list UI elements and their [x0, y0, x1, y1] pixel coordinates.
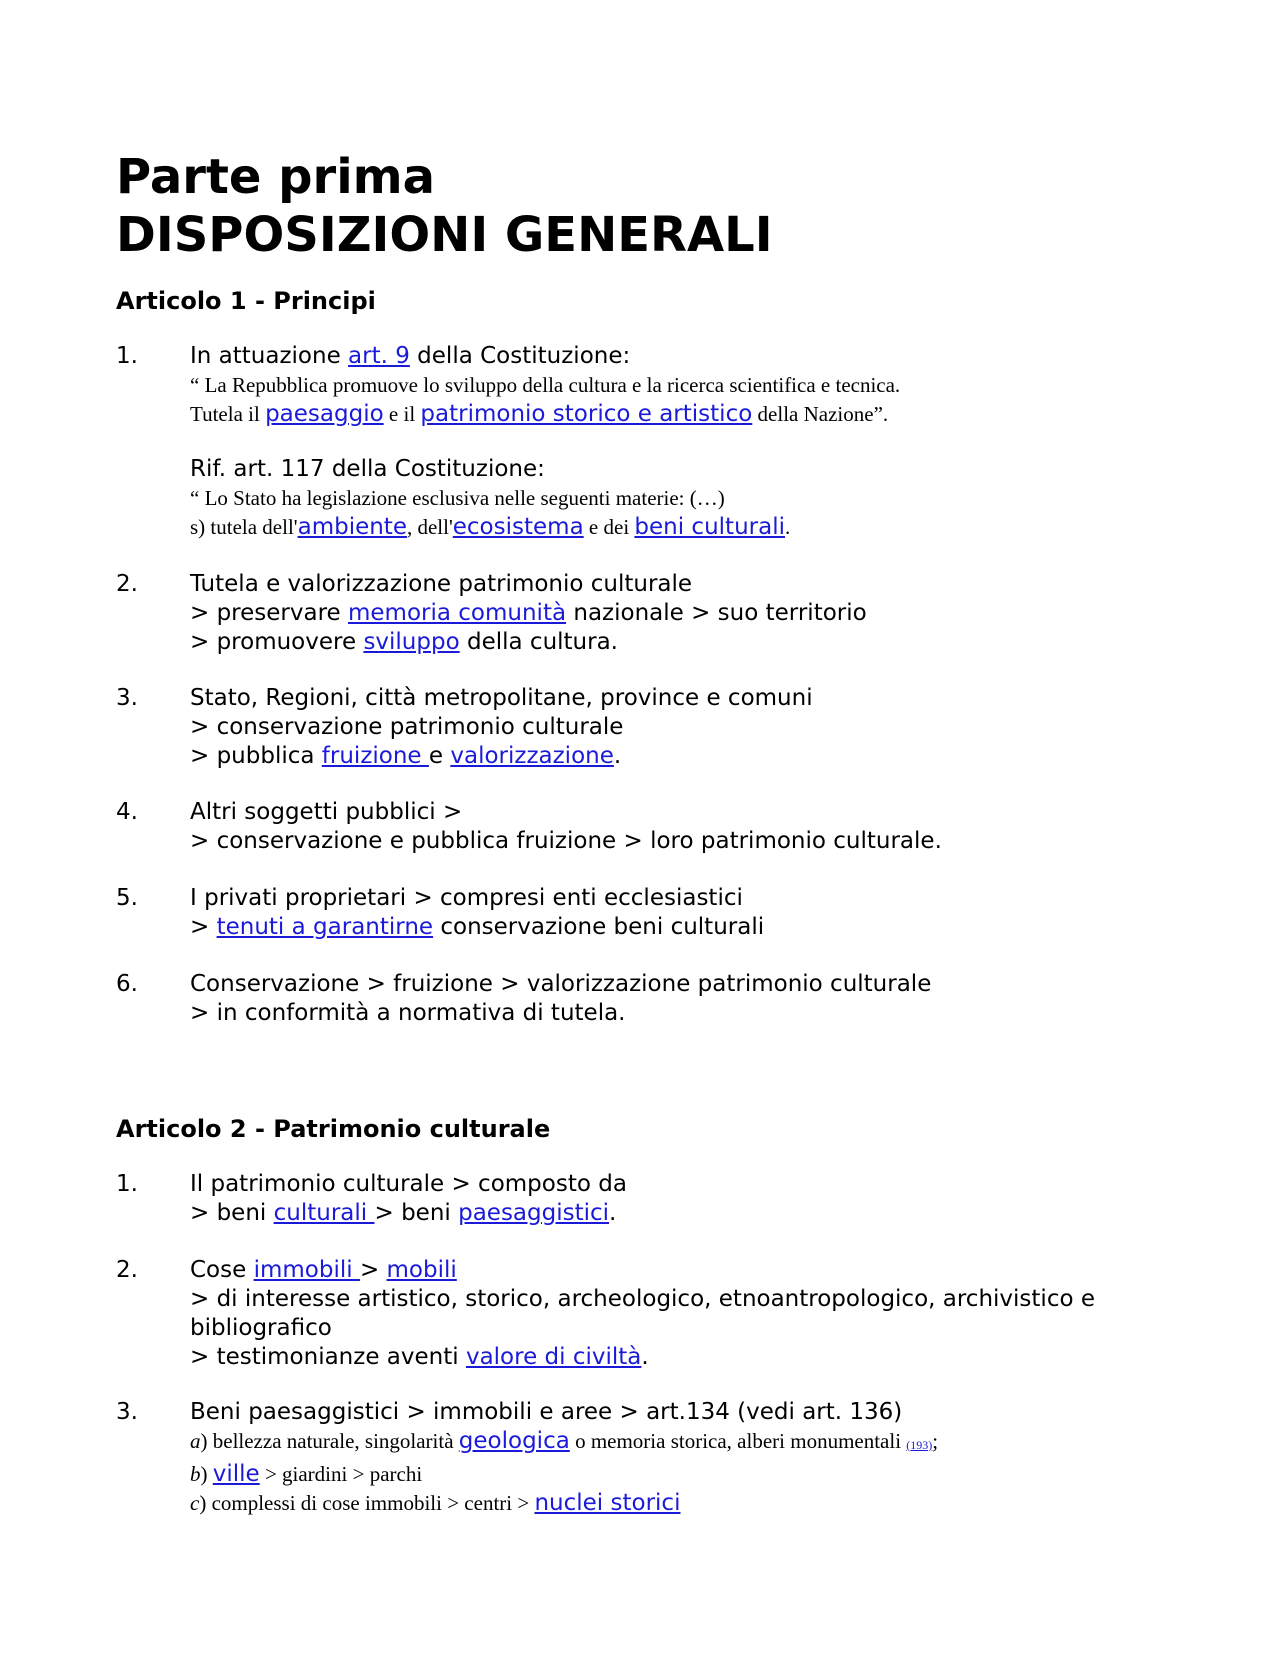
item-number: 4.: [116, 799, 138, 825]
link-paesaggio[interactable]: paesaggio: [265, 401, 384, 427]
article-2-heading: Articolo 2 - Patrimonio culturale: [116, 1115, 551, 1143]
link-ecosistema[interactable]: ecosistema: [452, 514, 584, 540]
page-title: [116, 148, 773, 264]
document-page: Parte prima DISPOSIZIONI GENERALI Articolo 1 - Principi 1. In attuazione art. 9 della Costituzione: “ La Repubblica promuove lo sviluppo della cultura e la ricerca scientifica e tecnica. Tutela il paesaggio e il patrimonio storico e artistico della Nazione”. Rif. art. 117 della Costituzione: “ Lo Stato ha legislazione esclusiva nelle seguenti materie: (…) s) tutela dell'ambiente, dell'ecosistema e dei beni culturali. 2. Tutela e valorizzazione patrimonio culturale > preservare memoria comunità nazionale > suo territorio > promuovere sviluppo della cultura. 3. Stato, Regioni, città metropolitane, province e comuni > conservazione patrimonio culturale > pubblica fruizione e valorizzazione. 4. Altri soggetti pubblici > > conservazione e pubblica fruizione > loro patrimonio culturale. 5. I privati proprietari > compresi enti ecclesiastici > tenuti a garantirne conservazione beni culturali 6. Conservazione > fruizione > valorizzazione patrimonio culturale > in conformità a normativa di tutela. Articolo 2 - Patrimonio culturale 1. Il patrimonio culturale > composto da > beni culturali > beni paesaggistici. 2. Cose immobili > mobili > di interesse artistico, storico, archeologico, etnoantropologico, archivistico e bibliografico > testimonianze aventi valore di civiltà. 3. Beni paesaggistici > immobili e aree > art.134 (vedi art. 136) a) bellezza naturale, singolarità geologica o memoria storica, alberi monumentali (193); b) ville > giardini > parchi c) complessi di cose immobili > centri > nuclei storici: [0, 0, 1280, 1656]
link-geologica[interactable]: geologica: [458, 1428, 570, 1454]
link-valore-di-civilta[interactable]: valore di civiltà: [465, 1344, 642, 1370]
item-number: 1.: [116, 1171, 138, 1197]
reference-line: Rif. art. 117 della Costituzione:: [190, 456, 545, 482]
item-number: 6.: [116, 971, 138, 997]
link-art-9[interactable]: art. 9: [348, 343, 410, 369]
link-patrimonio-storico[interactable]: patrimonio storico e artistico: [420, 401, 753, 427]
link-tenuti-a-garantirne[interactable]: tenuti a garantirne: [216, 914, 434, 940]
link-nuclei-storici[interactable]: nuclei storici: [534, 1490, 681, 1516]
item-number: 2.: [116, 1257, 138, 1283]
footnote-193[interactable]: (193): [906, 1438, 933, 1452]
link-paesaggistici[interactable]: paesaggistici: [458, 1200, 610, 1226]
item-number: 3.: [116, 1399, 138, 1425]
item-number: 5.: [116, 885, 138, 911]
quote-line: “ Lo Stato ha legislazione esclusiva nelle seguenti materie: (…): [190, 486, 725, 510]
link-sviluppo[interactable]: sviluppo: [363, 629, 460, 655]
title-line-2: DISPOSIZIONI GENERALI: [116, 207, 773, 263]
link-fruizione[interactable]: fruizione: [321, 743, 429, 769]
link-memoria-comunita[interactable]: memoria comunità: [348, 600, 567, 626]
link-beni-culturali[interactable]: beni culturali: [634, 514, 785, 540]
link-immobili[interactable]: immobili: [253, 1257, 360, 1283]
item-number: 1.: [116, 343, 138, 369]
link-mobili[interactable]: mobili: [386, 1257, 457, 1283]
item-number: 3.: [116, 685, 138, 711]
item-number: 2.: [116, 571, 138, 597]
link-valorizzazione[interactable]: valorizzazione: [450, 743, 614, 769]
article-1-heading: Articolo 1 - Principi: [116, 287, 376, 315]
title-line-1: Parte prima: [116, 149, 436, 205]
link-ville[interactable]: ville: [212, 1461, 260, 1487]
link-ambiente[interactable]: ambiente: [297, 514, 407, 540]
quote-line: “ La Repubblica promuove lo sviluppo della cultura e la ricerca scientifica e tecnica.: [190, 373, 901, 397]
link-culturali[interactable]: culturali: [273, 1200, 375, 1226]
